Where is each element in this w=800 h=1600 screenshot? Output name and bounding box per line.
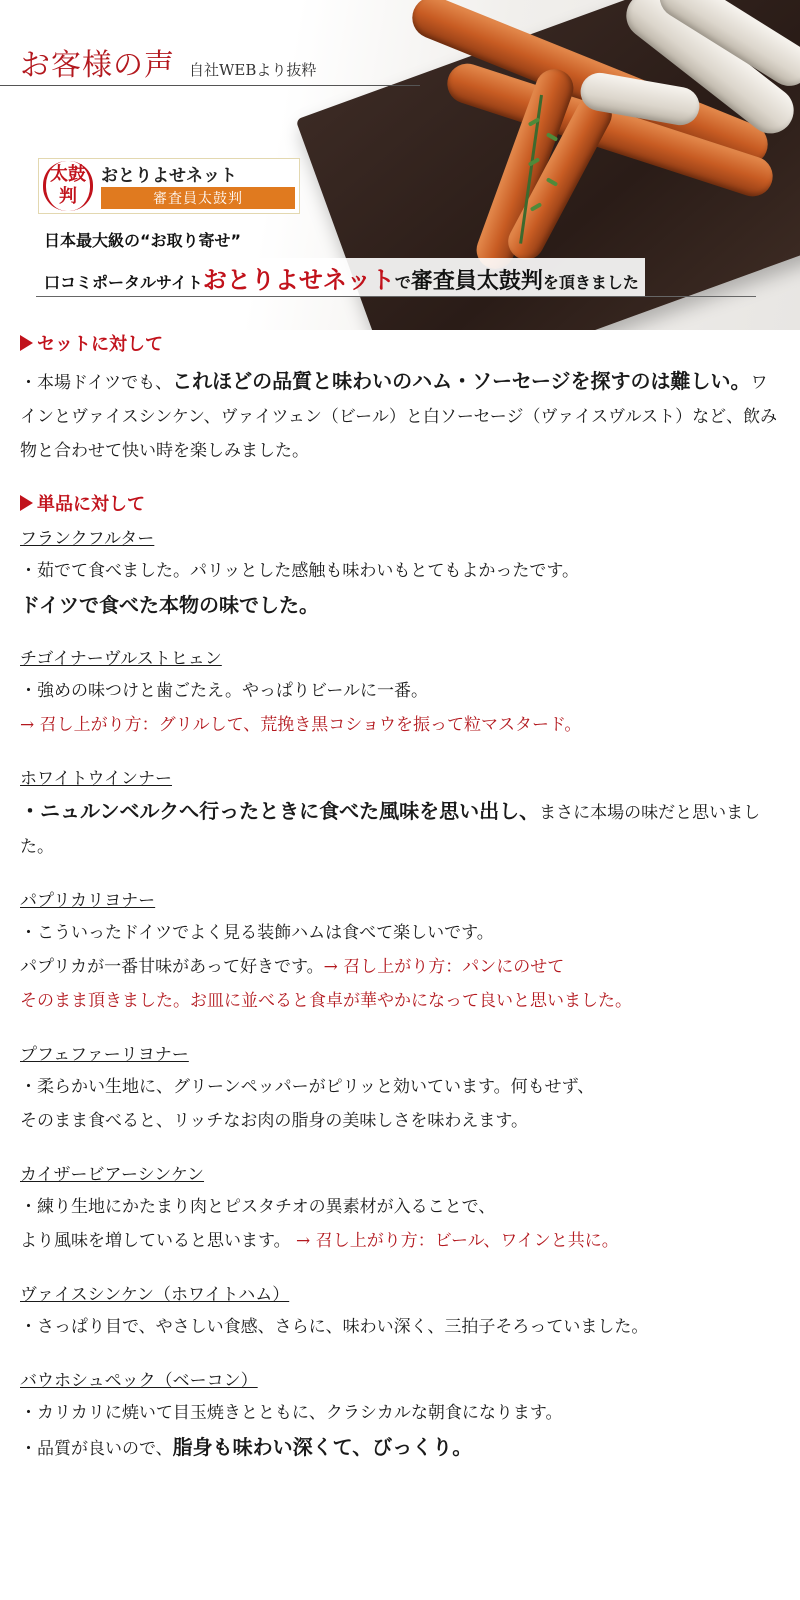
set-review-heading: セットに対して	[20, 330, 780, 356]
serving-suggestion: → 召し上がり方：グリルして、荒挽き黒コショウを振って粒マスタード。	[20, 715, 582, 735]
product-name: チゴイナーヴルストヒェン	[20, 649, 222, 669]
product-review	[20, 1160, 780, 1258]
review-text: より風味を増していると思います。 → 召し上がり方：ビール、ワインと共に。	[20, 1231, 619, 1251]
triangle-icon	[20, 335, 33, 351]
product-name: フランクフルター	[20, 529, 155, 549]
award-badge	[38, 158, 300, 214]
review-text: ・こういったドイツでよく見る装飾ハムは食べて楽しいです。	[20, 923, 494, 943]
review-text: ・さっぱり目で、やさしい食感、さらに、味わい深く、三拍子そろっていました。	[20, 1317, 649, 1337]
review-text: パプリカが一番甘味があって好きです。→ 召し上がり方：パンにのせて	[20, 957, 565, 977]
product-name: パプリカリヨナー	[20, 891, 156, 911]
product-review	[20, 644, 780, 742]
product-name: カイザービアーシンケン	[20, 1165, 205, 1185]
section-header	[20, 40, 316, 84]
product-review	[20, 886, 780, 1018]
product-name: ヴァイスシンケン（ホワイトハム）	[20, 1285, 290, 1305]
product-review	[20, 524, 780, 622]
award-divider	[36, 296, 756, 297]
review-text: ・柔らかい生地に、グリーンペッパーがピリッと効いています。何もせず、	[20, 1077, 595, 1097]
serving-suggestion: そのまま頂きました。お皿に並べると食卓が華やかになって良いと思いました。	[20, 991, 632, 1011]
product-review	[20, 1280, 780, 1344]
review-text: そのまま食べると、リッチなお肉の脂身の美味しさを味わえます。	[20, 1111, 528, 1131]
product-review	[20, 1040, 780, 1138]
product-review	[20, 764, 780, 864]
title-divider	[0, 85, 420, 86]
product-review	[20, 1366, 780, 1466]
review-text: ・品質が良いので、脂身も味わい深くて、びっくり。	[20, 1435, 473, 1459]
reviews-content	[20, 330, 780, 1488]
product-name: プフェファーリヨナー	[20, 1045, 189, 1065]
set-review	[20, 330, 780, 468]
hero-banner	[0, 0, 800, 330]
review-text: ・練り生地にかたまり肉とピスタチオの異素材が入ることで、	[20, 1197, 496, 1217]
product-name: ホワイトウインナー	[20, 769, 172, 789]
award-line-2: 口コミポータルサイトおとりよせネットで審査員太鼓判を頂きました	[38, 258, 645, 297]
badge-award-label: 審査員太鼓判	[101, 187, 295, 209]
taikoban-seal: 太鼓判	[43, 161, 93, 211]
set-review-text: ・本場ドイツでも、これほどの品質と味わいのハム・ソーセージを探すのは難しい。ワインとヴァイスシンケン、ヴァイツェン（ビール）と白ソーセージ（ヴァイスヴルスト）など、飲み物と合わせて快い時を楽しみました。	[20, 369, 778, 461]
review-text: ・ニュルンベルクへ行ったときに食べた風味を思い出し、まさに本場の味だと思いました。	[20, 799, 761, 857]
page-title: お客様の声	[20, 48, 175, 83]
review-emphasis: ドイツで食べた本物の味でした。	[20, 593, 319, 617]
award-line-1: 日本最大級の“お取り寄せ”	[38, 226, 247, 253]
review-text: ・強めの味つけと歯ごたえ。やっぱりビールに一番。	[20, 681, 428, 701]
badge-site-name: おとりよせネット	[101, 165, 237, 186]
review-text: ・カリカリに焼いて目玉焼きとともに、クラシカルな朝食になります。	[20, 1403, 563, 1423]
product-name: バウホシュペック（ベーコン）	[20, 1371, 258, 1391]
single-review-heading: 単品に対して	[20, 490, 780, 516]
review-text: ・茹でて食べました。パリッとした感触も味わいもとてもよかったです。	[20, 561, 579, 581]
triangle-icon	[20, 495, 33, 511]
page-subtitle: 自社WEBより抜粋	[189, 61, 317, 79]
